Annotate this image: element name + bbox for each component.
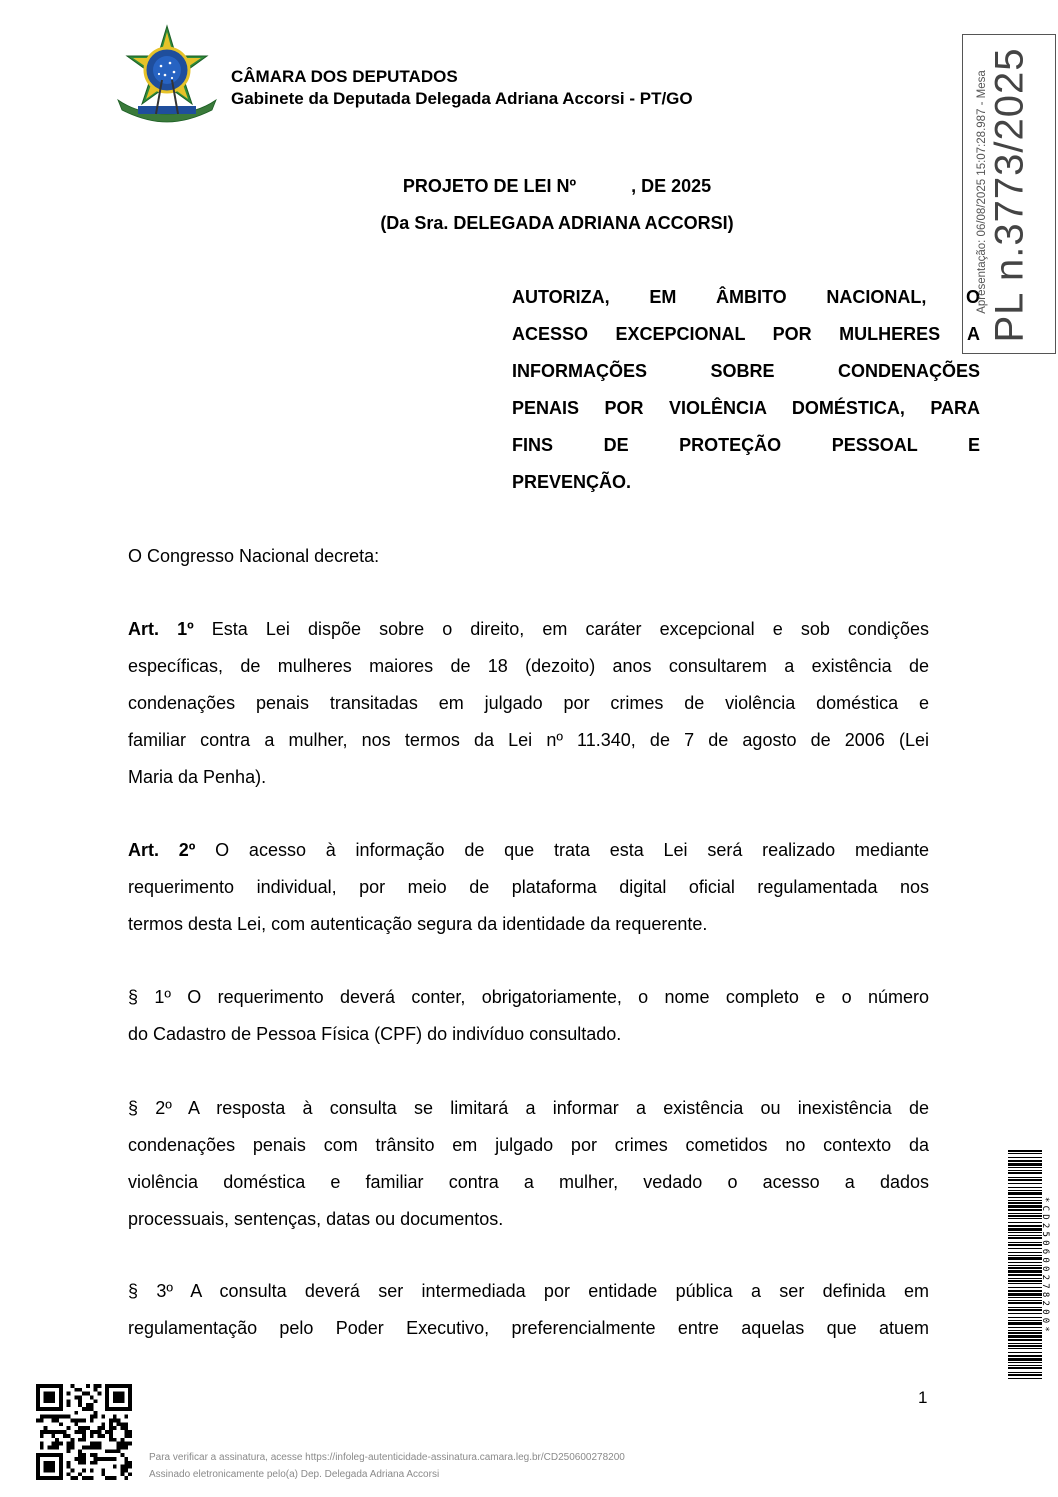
article-label: Art. 2º <box>128 840 196 860</box>
office-name: Gabinete da Deputada Delegada Adriana Accorsi - PT/GO <box>231 89 693 108</box>
barcode-label: *CD250600278200* <box>1040 1197 1050 1335</box>
bill-number-stamp: PL n.3773/2025 <box>987 47 1032 343</box>
article-label: Art. 1º <box>128 619 194 639</box>
presentation-date: Apresentação: 06/08/2025 15:07:28.987 - Mesa <box>976 70 988 314</box>
qr-code-icon[interactable] <box>36 1384 132 1480</box>
article-text: Maria da Penha). <box>128 767 267 787</box>
summary-line: INFORMAÇÕES SOBRE CONDENAÇÕES <box>512 361 980 381</box>
paragraph-text: § 1º O requerimento deverá conter, obrigatoriamente, o nome completo e o número <box>128 987 929 1007</box>
bill-title: PROJETO DE LEI Nº , DE 2025 <box>402 176 712 196</box>
paragraph-text: § 2º A resposta à consulta se limitará a informar a existência ou inexistência de <box>128 1098 929 1118</box>
article-text: O acesso à informação de que trata esta Lei será realizado mediante <box>195 840 929 860</box>
institution-name: CÂMARA DOS DEPUTADOS <box>231 67 458 86</box>
article-text: requerimento individual, por meio de plataforma digital oficial regulamentada nos <box>128 877 929 897</box>
article-text: termos desta Lei, com autenticação segura da identidade da requerente. <box>128 914 708 934</box>
summary-line: PENAIS POR VIOLÊNCIA DOMÉSTICA, PARA <box>512 398 980 418</box>
summary-line: PREVENÇÃO. <box>512 472 632 492</box>
article-text: familiar contra a mulher, nos termos da Lei nº 11.340, de 7 de agosto de 2006 (Lei <box>128 730 929 750</box>
paragraph-3 <box>128 1276 929 1350</box>
paragraph-text: violência doméstica e familiar contra a mulher, vedado o acesso a dados <box>128 1172 929 1192</box>
article-text: Esta Lei dispõe sobre o direito, em caráter excepcional e sob condições <box>193 619 929 639</box>
brazil-coat-of-arms-icon <box>108 22 226 126</box>
summary-line: ACESSO EXCEPCIONAL POR MULHERES A <box>512 324 980 344</box>
article-text: específicas, de mulheres maiores de 18 (dezoito) anos consultarem a existência de <box>128 656 929 676</box>
paragraph-2 <box>128 1093 929 1241</box>
summary-line: FINS DE PROTEÇÃO PESSOAL E <box>512 435 980 455</box>
article-1 <box>128 614 929 799</box>
summary-line: AUTORIZA, EM ÂMBITO NACIONAL, O <box>512 287 980 307</box>
article-2 <box>128 835 929 946</box>
paragraph-1 <box>128 982 929 1056</box>
bill-author: (Da Sra. DELEGADA ADRIANA ACCORSI) <box>380 213 734 233</box>
verify-signature-text: Para verificar a assinatura, acesse https://infoleg-autenticidade-assinatura.camara.leg.br/CD250600278200 <box>149 1452 625 1463</box>
paragraph-text: § 3º A consulta deverá ser intermediada por entidade pública a ser definida em <box>128 1281 929 1301</box>
barcode-icon <box>1008 1150 1042 1380</box>
paragraph-text: regulamentação pelo Poder Executivo, preferencialmente entre aquelas que atuem <box>128 1318 929 1338</box>
bill-summary <box>512 282 980 504</box>
paragraph-text: do Cadastro de Pessoa Física (CPF) do indivíduo consultado. <box>128 1024 622 1044</box>
signed-by-text: Assinado eletronicamente pelo(a) Dep. Delegada Adriana Accorsi <box>149 1469 440 1480</box>
decree-line: O Congresso Nacional decreta: <box>128 546 380 566</box>
paragraph-text: processuais, sentenças, datas ou documentos. <box>128 1209 504 1229</box>
article-text: condenações penais transitadas em julgado por crimes de violência doméstica e <box>128 693 929 713</box>
paragraph-text: condenações penais com trânsito em julgado por crimes cometidos no contexto da <box>128 1135 929 1155</box>
page-number: 1 <box>918 1388 928 1407</box>
